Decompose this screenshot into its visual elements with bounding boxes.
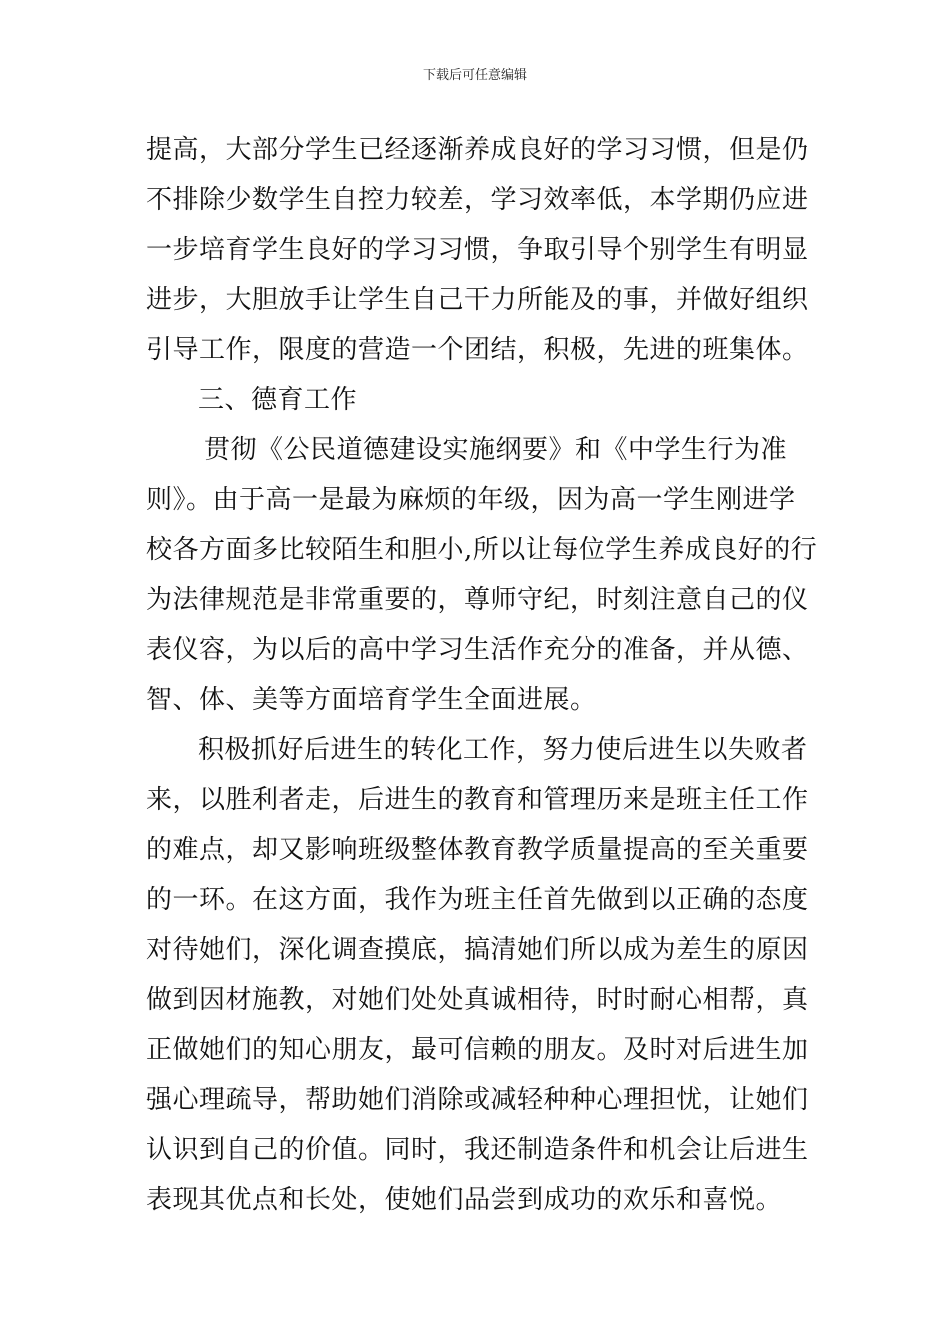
text-line: 的一环。在这方面，我作为班主任首先做到以正确的态度 xyxy=(146,885,809,915)
text-line: 来，以胜利者走，后进生的教育和管理历来是班主任工作 xyxy=(146,785,809,815)
text-line: 积极抓好后进生的转化工作，努力使后进生以失败者 xyxy=(198,735,808,765)
text-line: 一步培育学生良好的学习习惯，争取引导个别学生有明显 xyxy=(146,235,809,265)
text-line: 的难点，却又影响班级整体教育教学质量提高的至关重要 xyxy=(146,835,809,865)
text-line: 做到因材施教，对她们处处真诚相待，时时耐心相帮，真 xyxy=(146,985,809,1015)
text-line: 正做她们的知心朋友，最可信赖的朋友。及时对后进生加 xyxy=(146,1035,809,1065)
section-heading: 三、德育工作 xyxy=(198,385,358,415)
text-line: 为法律规范是非常重要的，尊师守纪，时刻注意自己的仪 xyxy=(146,585,809,615)
document-body xyxy=(146,125,818,1225)
text-line: 认识到自己的价值。同时，我还制造条件和机会让后进生 xyxy=(146,1135,809,1165)
text-line: 对待她们，深化调查摸底，搞清她们所以成为差生的原因 xyxy=(146,935,809,965)
text-line: 贯彻《公民道德建设实施纲要》和《中学生行为准 xyxy=(204,435,788,465)
text-line: 不排除少数学生自控力较差，学习效率低，本学期仍应进 xyxy=(146,185,809,215)
text-line: 提高，大部分学生已经逐渐养成良好的学习习惯，但是仍 xyxy=(146,135,809,165)
text-line: 智、体、美等方面培育学生全面进展。 xyxy=(146,685,597,715)
text-line: 引导工作，限度的营造一个团结，积极，先进的班集体。 xyxy=(146,335,809,365)
page-header: 下载后可任意编辑 xyxy=(422,68,527,83)
text-line: 进步，大胆放手让学生自己干力所能及的事，并做好组织 xyxy=(146,285,809,315)
text-line: 表现其优点和长处，使她们品尝到成功的欢乐和喜悦。 xyxy=(146,1185,783,1215)
text-line: 强心理疏导，帮助她们消除或减轻种种心理担忧，让她们 xyxy=(146,1085,809,1115)
text-line: 校各方面多比较陌生和胆小,所以让每位学生养成良好的行 xyxy=(146,535,818,565)
text-line: 表仪容，为以后的高中学习生活作充分的准备，并从德、 xyxy=(146,635,809,665)
text-line: 则》。由于高一是最为麻烦的年级，因为高一学生刚进学 xyxy=(146,485,796,515)
